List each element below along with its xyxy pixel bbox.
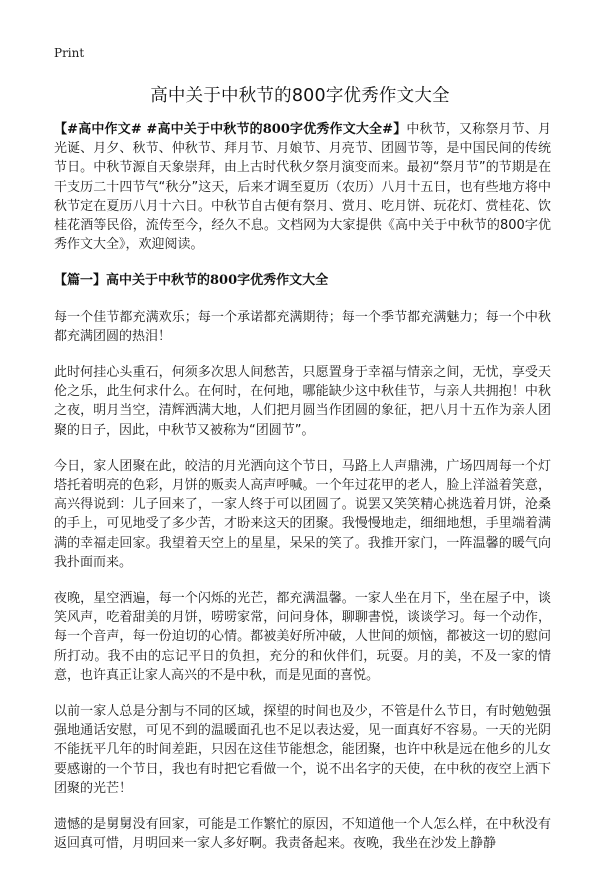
paragraph-4: 夜晚，星空洒遍，每一个闪烁的光芒，都充满温馨。一家人坐在月下，坐在屋子中，谈笑风声，吃着甜美的月饼，唠唠家常，问问身体，聊聊書悦，谈谈学习。每一个动作，每一个音声，每一份迫切的心情。都被美好所冲破，人世间的烦恼，都被这一切的慰问所打动。我不由的忘记平日的负担，充分的和伙伴们，玩耍。月的美，不及一家的情意，也许真正让家人高兴的不是中秋，而是见面的喜悦。 — [54, 591, 551, 683]
paragraph-1: 每一个佳节都充满欢乐；每一个承诺都充满期待；每一个季节都充满魅力；每一个中秋都充满团圆的热泪！ — [54, 309, 551, 344]
intro-paragraph — [54, 120, 551, 254]
intro-text: 中秋节，又称祭月节、月光诞、月夕、秋节、仲秋节、拜月节、月娘节、月亮节、团圆节等，是中国民间的传统节日。中秋节源自天象崇拜，由上古时代秋夕祭月演变而来。最初“祭月节”的节期是在干支历二十四节气“秋分”这天，后来才调至夏历（农历）八月十五日，也有些地方将中秋节定在夏历八月十六日。中秋节自古便有祭月、赏月、吃月饼、玩花灯、赏桂花、饮桂花酒等民俗，流传至今，经久不息。文档网为大家提供《高中关于中秋节的800字优秀作文大全》，欢迎阅读。 — [54, 122, 551, 253]
paragraph-2: 此时何挂心头重石，何须多次思人间愁苦，只愿置身于幸福与情亲之间，无忧，享受天伦之乐，此生何求什么。在何时，在何地，哪能缺少这中秋佳节，与亲人共拥抱！中秋之夜，明月当空，清辉洒满大地，人们把月圆当作团圆的象征，把八月十五作为亲人团聚的日子，因此，中秋节又被称为“团圆节”。 — [54, 365, 551, 438]
section-heading-text: 高中关于中秋节的800字优秀作文大全 — [106, 273, 329, 289]
section-tag: 【篇一】 — [54, 273, 107, 289]
page-title: 高中关于中秋节的800字优秀作文大全 — [150, 86, 450, 106]
section-heading — [54, 271, 551, 290]
intro-tag: 【#高中作文# #高中关于中秋节的800字优秀作文大全#】 — [54, 122, 407, 137]
paragraph-5: 以前一家人总是分割与不同的区域，探望的时间也及少，不管是什么节日，有时勉勉强强地通话安慰，可见不到的温暖面孔也不足以表达爱，见一面真好不容易。一天的光阴不能抚平几年的时间差距，只因在这佳节能想念，能团聚，也许中秋是远在他乡的儿女要感谢的一个节日，我也有时把它看做一个，说不出名字的天使，在中秋的夜空上洒下团聚的光芒！ — [54, 704, 551, 796]
paragraph-3: 今日，家人团聚在此，皎洁的月光洒向这个节日，马路上人声鼎沸，广场四周每一个灯塔托着明亮的色彩，月饼的贩卖人高声呼喊。一个年过花甲的老人，脸上洋溢着笑意，高兴得说到：儿子回来了，一家人终于可以团圆了。说罢又笑笑精心挑选着月饼，沧桑的手上，可见地受了多少苦，才盼来这天的团聚。我慢慢地走，细细地想，手里端着满满的幸福走回家。我望着天空上的星星，呆呆的笑了。我推开家门，一阵温馨的暖气向我扑面而来。 — [54, 458, 551, 570]
print-link[interactable]: Print — [54, 46, 85, 60]
article-body — [54, 120, 551, 871]
paragraph-6: 遗憾的是舅舅没有回家，可能是工作繁忙的原因，不知道他一个人怎么样，在中秋没有返回真可惜，月明回来一家人多好啊。我责备起来。夜晚，我坐在沙发上静静 — [54, 817, 551, 852]
